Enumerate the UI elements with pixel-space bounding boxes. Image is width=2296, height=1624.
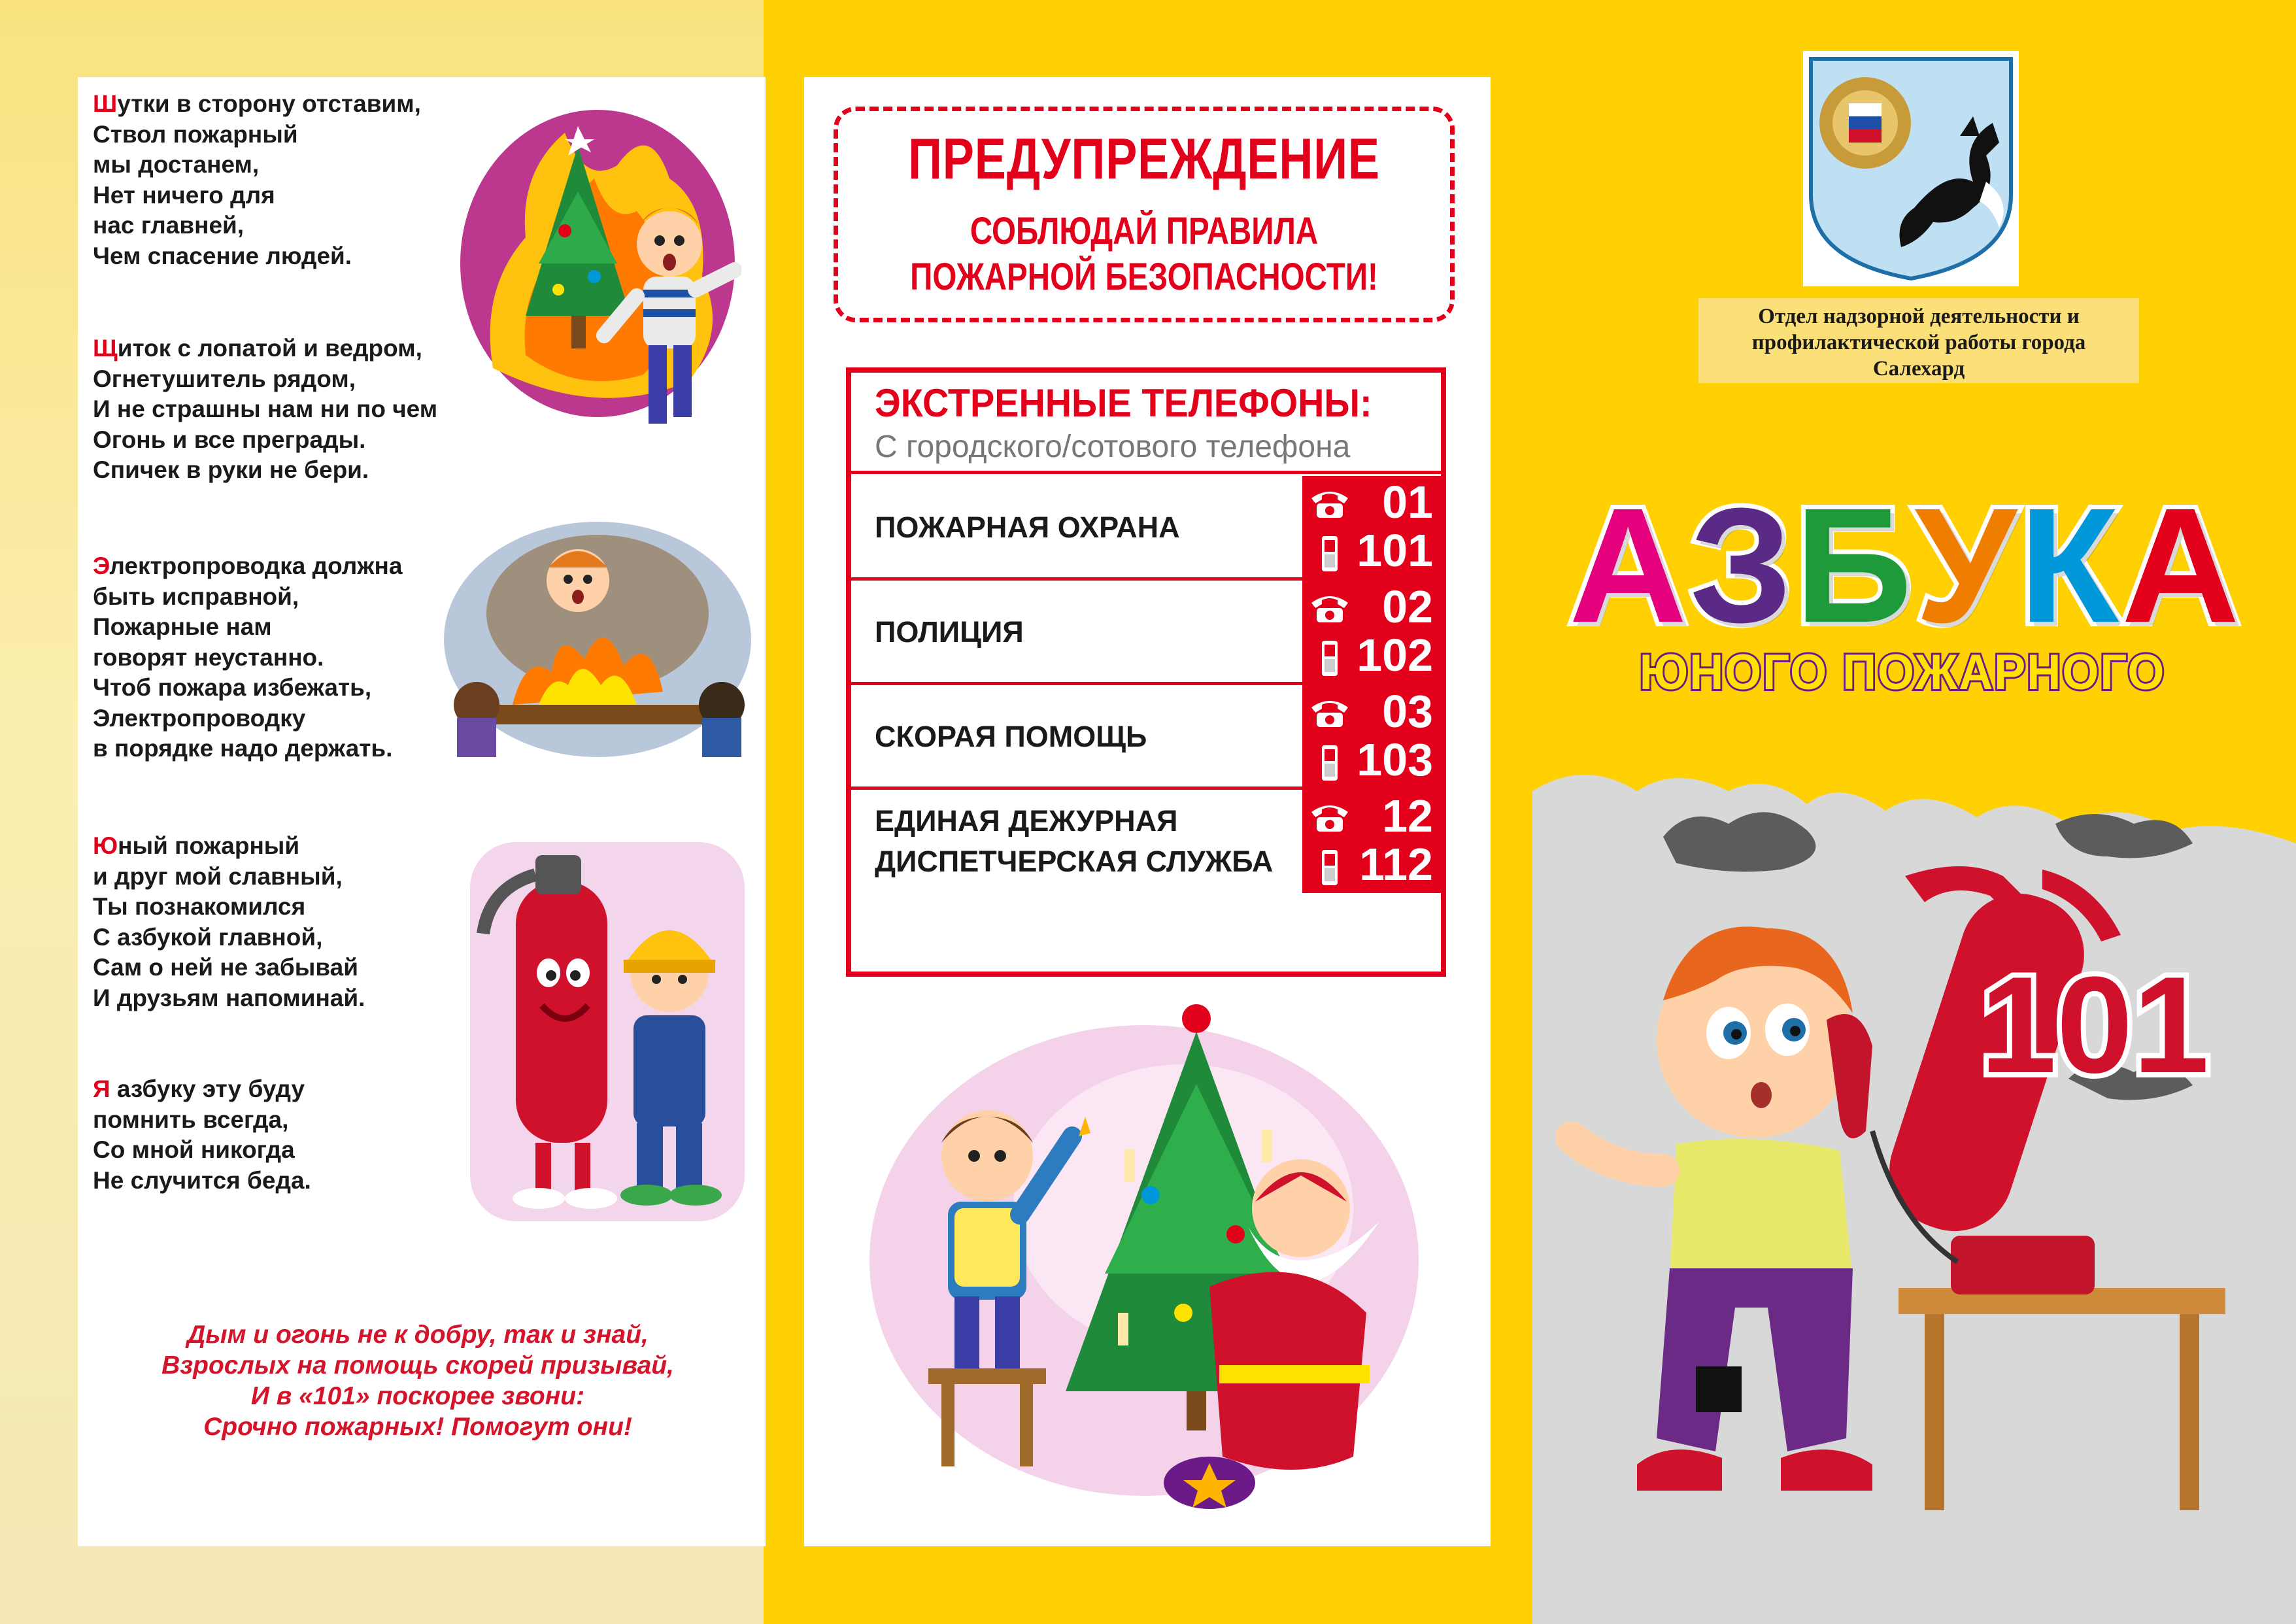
- poem-line: Ты познакомился: [93, 893, 306, 920]
- phones-subtitle: С городского/сотового телефона: [875, 430, 1351, 464]
- drop-cap: Я: [93, 1075, 110, 1102]
- mobile-phone-icon: [1309, 639, 1351, 677]
- poem-stanza: [93, 333, 437, 486]
- poem-stanza: [93, 551, 402, 764]
- phone-row: [851, 476, 1441, 579]
- extinguisher-firefighter-illustration: [470, 842, 745, 1221]
- poem-line: Чем спасение людей.: [93, 242, 352, 269]
- poem-stanza: [93, 831, 365, 1013]
- mobile-phone-icon: [1309, 849, 1351, 887]
- poem-line: И не страшны нам ни по чем: [93, 396, 438, 422]
- mobile-number: 101: [1357, 525, 1433, 576]
- moral-line: Срочно пожарных! Помогут они!: [203, 1413, 632, 1441]
- department-line: Отдел надзорной деятельности и: [1758, 305, 2080, 328]
- service-name: [875, 612, 1024, 652]
- poem-line: азбуку эту буду: [110, 1075, 305, 1102]
- title-letter: Б: [1795, 474, 1915, 656]
- title-letter: А: [2121, 474, 2242, 656]
- mobile-number: 103: [1357, 734, 1433, 785]
- christmas-tree-santa-illustration: [843, 921, 1458, 1535]
- warning-line: СОБЛЮДАЙ ПРАВИЛА: [970, 210, 1319, 252]
- landline-number: 02: [1382, 581, 1433, 632]
- poem-line: Чтоб пожара избежать,: [93, 674, 372, 701]
- warning-line: ПОЖАРНОЙ БЕЗОПАСНОСТИ!: [910, 256, 1378, 298]
- service-name: [875, 801, 1273, 882]
- divider: [851, 471, 1441, 474]
- poem-line: С азбукой главной,: [93, 923, 323, 951]
- number-box: [1302, 476, 1441, 579]
- poem-line: Нет ничего для: [93, 181, 275, 209]
- phone-row: [851, 581, 1441, 684]
- poem-line: Огнетушитель рядом,: [93, 365, 356, 392]
- service-line: ПОЖАРНАЯ ОХРАНА: [875, 511, 1180, 544]
- mobile-phone-icon: [1309, 535, 1351, 573]
- mobile-number: 102: [1357, 630, 1433, 681]
- poem-stanza: [93, 1074, 311, 1196]
- poems-panel: [78, 77, 766, 1546]
- landline-number: 12: [1382, 790, 1433, 841]
- department-line: Салехард: [1872, 357, 1965, 381]
- boy-tree-fire-illustration: [454, 93, 741, 460]
- poem-line: Электропроводку: [93, 704, 306, 732]
- drop-cap: Ю: [93, 832, 118, 859]
- number-box: [1302, 685, 1441, 788]
- department-line: профилактической работы города: [1751, 331, 2086, 354]
- phones-title: ЭКСТРЕННЫЕ ТЕЛЕФОНЫ:: [875, 381, 1372, 425]
- drop-cap: Э: [93, 552, 110, 579]
- department-caption: [1698, 298, 2139, 383]
- cover-subtitle: ЮНОГО ПОЖАРНОГО: [1639, 645, 2166, 700]
- emergency-phones-table: [846, 367, 1446, 977]
- mobile-number: 112: [1359, 839, 1433, 890]
- city-emblem-icon: [1803, 51, 2019, 286]
- poem-line: Пожарные нам: [93, 613, 272, 640]
- poem-line: помнить всегда,: [93, 1106, 289, 1133]
- service-line: ПОЛИЦИЯ: [875, 615, 1024, 649]
- poem-line: нас главней,: [93, 212, 245, 239]
- safety-panel: [804, 77, 1491, 1546]
- landline-number: 03: [1382, 686, 1433, 737]
- landline-phone-icon: [1309, 799, 1351, 834]
- boy-calling-101-illustration: [1532, 765, 2296, 1624]
- poem-line: мы достанем,: [93, 151, 260, 178]
- warning-title: ПРЕДУПРЕЖДЕНИЕ: [908, 126, 1380, 191]
- poem-line: Огонь и все преграды.: [93, 426, 366, 453]
- poem-line: Ствол пожарный: [93, 120, 298, 148]
- emergency-number: 101: [1980, 948, 2210, 1102]
- drop-cap: Щ: [93, 335, 118, 362]
- moral-line: Взрослых на помощь скорей призывай,: [161, 1351, 674, 1379]
- mobile-phone-icon: [1309, 744, 1351, 782]
- service-line: СКОРАЯ ПОМОЩЬ: [875, 720, 1147, 753]
- warning-box: [834, 107, 1455, 322]
- service-line: ДИСПЕТЧЕРСКАЯ СЛУЖБА: [875, 845, 1274, 878]
- poem-line: Со мной никогда: [93, 1136, 295, 1163]
- service-line: ЕДИНАЯ ДЕЖУРНАЯ: [875, 804, 1178, 837]
- phone-row: [851, 790, 1441, 893]
- moral-line: Дым и огонь не к добру, так и знай,: [187, 1321, 649, 1349]
- poem-line: Не случится беда.: [93, 1166, 311, 1194]
- poem-line: в порядке надо держать.: [93, 735, 393, 762]
- moral-line: И в «101» поскорее звони:: [250, 1382, 585, 1410]
- poem-line: лектропроводка должна: [109, 552, 403, 579]
- title-letter: А: [1569, 474, 1690, 656]
- title-letter: У: [1914, 474, 2019, 656]
- poem-line: Сам о ней не забывай: [93, 954, 358, 981]
- cover-title: [1569, 474, 2242, 656]
- poem-line: И друзьям напоминай.: [93, 984, 365, 1011]
- moral-verse: [117, 1319, 718, 1442]
- drop-cap: Ш: [93, 90, 118, 117]
- title-letter: З: [1689, 474, 1795, 656]
- landline-phone-icon: [1309, 694, 1351, 730]
- service-name: [875, 717, 1147, 757]
- landline-phone-icon: [1309, 485, 1351, 520]
- poem-line: Спичек в руки не бери.: [93, 456, 369, 483]
- poem-line: ный пожарный: [118, 832, 300, 859]
- poem-line: иток с лопатой и ведром,: [117, 335, 422, 362]
- poem-line: утки в сторону отставим,: [117, 90, 421, 117]
- number-box: [1302, 790, 1441, 893]
- landline-number: 01: [1382, 477, 1433, 528]
- classroom-electrical-fire-illustration: [441, 509, 754, 770]
- phone-row: [851, 685, 1441, 788]
- service-name: [875, 507, 1180, 548]
- landline-phone-icon: [1309, 590, 1351, 625]
- poem-line: и друг мой славный,: [93, 862, 343, 890]
- poem-line: быть исправной,: [93, 583, 299, 610]
- title-letter: К: [2019, 474, 2121, 656]
- number-box: [1302, 581, 1441, 684]
- poem-stanza: [93, 89, 421, 271]
- poem-line: говорят неустанно.: [93, 643, 324, 671]
